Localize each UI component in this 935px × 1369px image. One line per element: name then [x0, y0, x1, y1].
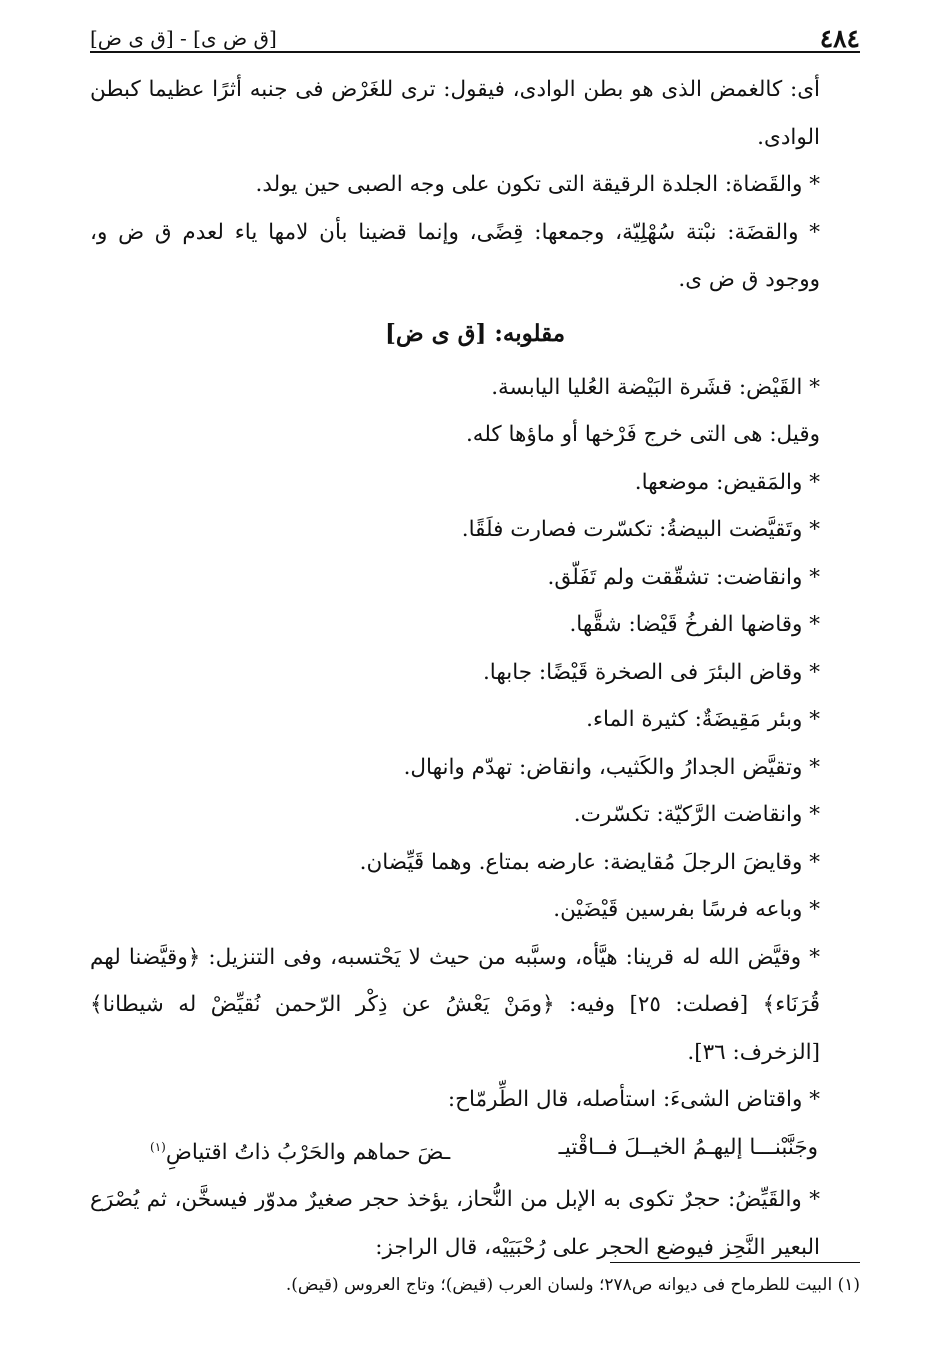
entry: * وقاض البئرَ فى الصخرة قَيْضًا: جابها.: [482, 659, 820, 685]
poetry-verse: [90, 1124, 860, 1177]
footnote: (١) البيت للطرماح فى ديوانه ص٢٧٨؛ ولسان العرب (قيض)؛ وتاج العروس (قيض).: [285, 1275, 860, 1295]
verse-intro: * واقتاض الشىءَ: استأصله، قال الطِّرمّاح:: [447, 1087, 820, 1112]
verse-second-hemistich: [150, 1124, 450, 1177]
entry: * وباعه فرسًا بفرسين قَيْضَيْن.: [553, 897, 820, 922]
quran-paragraph: * وقيَّض الله له قرينا: هيَّأه، وسبَّبه من حيث لا يَحْتسبه، وفى التنزيل: ﴿وقيَّضنا لهم قُرَنَاء﴾ [فصلت: ٢٥] وفيه: ﴿ومَنْ يَعْشُ عن ذِكْر الرّحمن نُقيِّضْ له شيطانا﴾ [الزخرف: ٣٦].: [90, 944, 820, 1065]
running-head: [ق ض ى] - [ق ى ض]: [90, 26, 277, 50]
paragraph: * والقَضاة: الجلدة الرقيقة التى تكون على وجه الصبى حين يولد.: [255, 172, 820, 197]
entry: * وتقيَّض الجدارُ والكَثيب، وانقاض: تهدّم وانهال.: [403, 754, 820, 780]
entry: * وبئر مَقِيضَةٌ: كثيرة الماء.: [586, 707, 820, 732]
verse-first-hemistich: وجَنَّبْنـــا إليهـمُ الخيــلَ فــاقْتيـ: [558, 1134, 818, 1160]
paragraph: * والقَيِّضُ: حجرٌ تكوى به الإبل من النُّحاز، يؤخذ حجر صغيرٌ مدوّر فيسخَّن، ثم يُصْرَع البعير النَّحِز فيوضع الحجر على رُحْبَيَيْه، قال الراجز:: [90, 1187, 820, 1260]
entry: * وتَقيَّضت البيضةُ: تكسّرت فصارت فلَقًا.: [461, 517, 820, 542]
verse-second-text: ـضَ حماهم والحَرْبُ ذاتُ اقتياضِ: [165, 1139, 451, 1165]
page-number: ٤٨٤: [819, 24, 860, 53]
entry: * وقايضَ الرجلَ مُقايضة: عارضه بمتاع. وهما قَيِّضان.: [359, 849, 820, 875]
entry: * وقاضها الفرخُ قَيْضا: شقَّها.: [569, 612, 820, 637]
section-heading: مقلوبه: [ق ى ض]: [384, 319, 566, 347]
entry: * والمَقيض: موضعها.: [634, 469, 820, 495]
header-rule: [90, 51, 860, 53]
paragraph: أى: كالغمض الذى هو بطن الوادى، فيقول: ترى للغَرْض فى جنبه أثرًا عظيما كبطن الوادى.: [90, 77, 820, 150]
page-body: [90, 66, 860, 1271]
entry: وقيل: هى التى خرج فَرْخها أو ماؤها كله.: [465, 422, 820, 447]
entry: * القَيْض: قشَرة البَيْضة العُليا اليابسة.: [491, 374, 820, 400]
footnote-marker: (١): [150, 1139, 166, 1154]
footnote-rule: [610, 1262, 860, 1263]
paragraph: * والقضَة: نبْتة سُهْلِيّة، وجمعها: قِضًى، وإنما قضينا بأن لامها ياء لعدم ق ض و، ووجود ق ض ى.: [90, 219, 820, 292]
entry: * وانقاضت: تشقّقت ولم تَفَلّق.: [547, 564, 820, 590]
entry: * وانقاضت الرَّكيّة: تكسّرت.: [573, 802, 820, 827]
